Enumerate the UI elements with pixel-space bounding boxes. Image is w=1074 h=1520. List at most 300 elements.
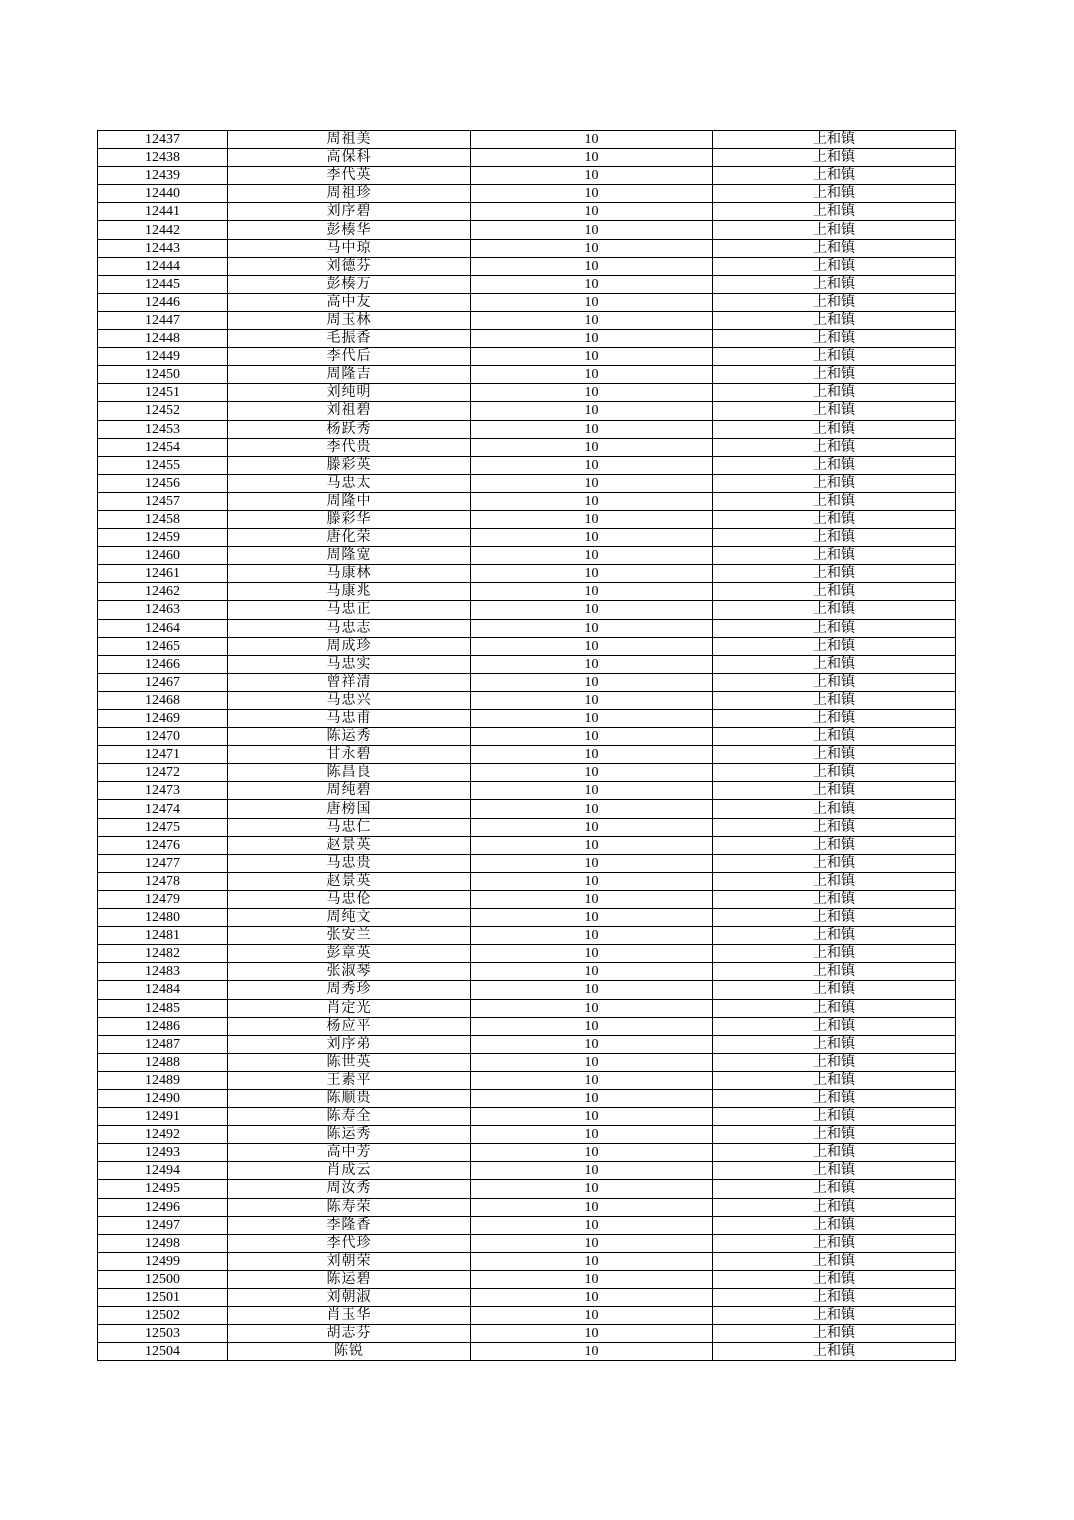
table-row xyxy=(98,1144,956,1162)
cell-name: 周玉林 xyxy=(228,311,471,329)
cell-name: 马康林 xyxy=(228,565,471,583)
cell-number: 12484 xyxy=(98,981,228,999)
cell-amount: 10 xyxy=(471,257,713,275)
cell-town: 上和镇 xyxy=(713,746,956,764)
table-row xyxy=(98,257,956,275)
table-row xyxy=(98,1325,956,1343)
cell-town: 上和镇 xyxy=(713,1108,956,1126)
cell-name: 彭章英 xyxy=(228,945,471,963)
cell-town: 上和镇 xyxy=(713,384,956,402)
cell-number: 12462 xyxy=(98,583,228,601)
cell-number: 12465 xyxy=(98,637,228,655)
cell-name: 陈昌良 xyxy=(228,764,471,782)
cell-town: 上和镇 xyxy=(713,1180,956,1198)
cell-town: 上和镇 xyxy=(713,854,956,872)
cell-amount: 10 xyxy=(471,728,713,746)
cell-number: 12477 xyxy=(98,854,228,872)
cell-amount: 10 xyxy=(471,619,713,637)
cell-number: 12456 xyxy=(98,474,228,492)
cell-town: 上和镇 xyxy=(713,402,956,420)
table-row xyxy=(98,619,956,637)
cell-number: 12479 xyxy=(98,890,228,908)
cell-town: 上和镇 xyxy=(713,691,956,709)
cell-town: 上和镇 xyxy=(713,1198,956,1216)
table-row xyxy=(98,1126,956,1144)
cell-name: 赵景英 xyxy=(228,836,471,854)
table-row xyxy=(98,366,956,384)
cell-name: 周隆宽 xyxy=(228,547,471,565)
cell-name: 赵景英 xyxy=(228,872,471,890)
cell-town: 上和镇 xyxy=(713,492,956,510)
cell-amount: 10 xyxy=(471,203,713,221)
cell-amount: 10 xyxy=(471,1144,713,1162)
cell-town: 上和镇 xyxy=(713,1343,956,1361)
cell-amount: 10 xyxy=(471,1252,713,1270)
cell-amount: 10 xyxy=(471,909,713,927)
table-row xyxy=(98,131,956,149)
cell-amount: 10 xyxy=(471,547,713,565)
cell-number: 12502 xyxy=(98,1307,228,1325)
table-row xyxy=(98,1252,956,1270)
cell-town: 上和镇 xyxy=(713,257,956,275)
cell-number: 12446 xyxy=(98,293,228,311)
data-table xyxy=(97,130,956,1361)
cell-name: 陈锐 xyxy=(228,1343,471,1361)
cell-name: 肖玉华 xyxy=(228,1307,471,1325)
cell-number: 12445 xyxy=(98,275,228,293)
table-row xyxy=(98,492,956,510)
cell-town: 上和镇 xyxy=(713,927,956,945)
cell-amount: 10 xyxy=(471,167,713,185)
cell-town: 上和镇 xyxy=(713,529,956,547)
table-row xyxy=(98,927,956,945)
table-row xyxy=(98,710,956,728)
cell-number: 12504 xyxy=(98,1343,228,1361)
cell-name: 陈寿荣 xyxy=(228,1198,471,1216)
table-row xyxy=(98,420,956,438)
cell-town: 上和镇 xyxy=(713,510,956,528)
cell-name: 周祖美 xyxy=(228,131,471,149)
cell-amount: 10 xyxy=(471,293,713,311)
cell-number: 12499 xyxy=(98,1252,228,1270)
cell-name: 曾祥清 xyxy=(228,673,471,691)
cell-name: 陈世英 xyxy=(228,1053,471,1071)
cell-number: 12450 xyxy=(98,366,228,384)
cell-number: 12483 xyxy=(98,963,228,981)
cell-number: 12439 xyxy=(98,167,228,185)
cell-name: 周隆中 xyxy=(228,492,471,510)
table-row xyxy=(98,909,956,927)
cell-number: 12496 xyxy=(98,1198,228,1216)
cell-name: 彭楱华 xyxy=(228,221,471,239)
cell-name: 马忠兴 xyxy=(228,691,471,709)
cell-name: 刘朝淑 xyxy=(228,1289,471,1307)
cell-number: 12443 xyxy=(98,239,228,257)
cell-town: 上和镇 xyxy=(713,1126,956,1144)
cell-amount: 10 xyxy=(471,1071,713,1089)
table-row xyxy=(98,818,956,836)
cell-number: 12466 xyxy=(98,655,228,673)
cell-number: 12495 xyxy=(98,1180,228,1198)
cell-number: 12475 xyxy=(98,818,228,836)
cell-name: 肖成云 xyxy=(228,1162,471,1180)
table-row xyxy=(98,999,956,1017)
cell-name: 肖定光 xyxy=(228,999,471,1017)
cell-amount: 10 xyxy=(471,836,713,854)
cell-number: 12458 xyxy=(98,510,228,528)
table-row xyxy=(98,728,956,746)
cell-town: 上和镇 xyxy=(713,1307,956,1325)
cell-name: 周纯文 xyxy=(228,909,471,927)
cell-name: 李代后 xyxy=(228,348,471,366)
cell-town: 上和镇 xyxy=(713,456,956,474)
cell-amount: 10 xyxy=(471,149,713,167)
cell-amount: 10 xyxy=(471,583,713,601)
table-row xyxy=(98,203,956,221)
cell-town: 上和镇 xyxy=(713,836,956,854)
table-row xyxy=(98,1289,956,1307)
cell-name: 毛振香 xyxy=(228,330,471,348)
cell-number: 12451 xyxy=(98,384,228,402)
cell-number: 12476 xyxy=(98,836,228,854)
table-row xyxy=(98,1343,956,1361)
cell-town: 上和镇 xyxy=(713,293,956,311)
cell-name: 李代英 xyxy=(228,167,471,185)
cell-town: 上和镇 xyxy=(713,1216,956,1234)
table-row xyxy=(98,384,956,402)
cell-name: 滕彩英 xyxy=(228,456,471,474)
cell-name: 周纯碧 xyxy=(228,782,471,800)
cell-town: 上和镇 xyxy=(713,1071,956,1089)
cell-amount: 10 xyxy=(471,366,713,384)
table-row xyxy=(98,746,956,764)
table-row xyxy=(98,1108,956,1126)
cell-name: 李代贵 xyxy=(228,438,471,456)
cell-number: 12488 xyxy=(98,1053,228,1071)
cell-number: 12448 xyxy=(98,330,228,348)
cell-name: 胡志芬 xyxy=(228,1325,471,1343)
cell-number: 12480 xyxy=(98,909,228,927)
cell-amount: 10 xyxy=(471,746,713,764)
cell-town: 上和镇 xyxy=(713,438,956,456)
table-row xyxy=(98,293,956,311)
cell-amount: 10 xyxy=(471,655,713,673)
cell-amount: 10 xyxy=(471,1216,713,1234)
cell-town: 上和镇 xyxy=(713,655,956,673)
cell-name: 陈运秀 xyxy=(228,1126,471,1144)
cell-amount: 10 xyxy=(471,1307,713,1325)
cell-town: 上和镇 xyxy=(713,366,956,384)
cell-number: 12491 xyxy=(98,1108,228,1126)
cell-town: 上和镇 xyxy=(713,764,956,782)
table-row xyxy=(98,348,956,366)
table-row xyxy=(98,529,956,547)
cell-amount: 10 xyxy=(471,1035,713,1053)
cell-amount: 10 xyxy=(471,1180,713,1198)
cell-name: 马忠太 xyxy=(228,474,471,492)
cell-number: 12437 xyxy=(98,131,228,149)
table-row xyxy=(98,601,956,619)
cell-amount: 10 xyxy=(471,710,713,728)
cell-town: 上和镇 xyxy=(713,1144,956,1162)
table-row xyxy=(98,945,956,963)
cell-number: 12492 xyxy=(98,1126,228,1144)
cell-town: 上和镇 xyxy=(713,474,956,492)
cell-amount: 10 xyxy=(471,872,713,890)
cell-town: 上和镇 xyxy=(713,999,956,1017)
cell-number: 12461 xyxy=(98,565,228,583)
cell-name: 马忠贵 xyxy=(228,854,471,872)
cell-town: 上和镇 xyxy=(713,1035,956,1053)
cell-number: 12468 xyxy=(98,691,228,709)
table-row xyxy=(98,764,956,782)
cell-amount: 10 xyxy=(471,185,713,203)
cell-name: 高中友 xyxy=(228,293,471,311)
table-row xyxy=(98,637,956,655)
cell-name: 周汝秀 xyxy=(228,1180,471,1198)
cell-town: 上和镇 xyxy=(713,275,956,293)
cell-name: 张安兰 xyxy=(228,927,471,945)
cell-amount: 10 xyxy=(471,492,713,510)
cell-number: 12498 xyxy=(98,1234,228,1252)
cell-number: 12447 xyxy=(98,311,228,329)
cell-number: 12493 xyxy=(98,1144,228,1162)
cell-name: 陈运碧 xyxy=(228,1270,471,1288)
cell-name: 王素平 xyxy=(228,1071,471,1089)
cell-town: 上和镇 xyxy=(713,1017,956,1035)
cell-number: 12503 xyxy=(98,1325,228,1343)
table-row xyxy=(98,836,956,854)
cell-number: 12497 xyxy=(98,1216,228,1234)
cell-amount: 10 xyxy=(471,999,713,1017)
cell-number: 12453 xyxy=(98,420,228,438)
cell-town: 上和镇 xyxy=(713,221,956,239)
cell-name: 杨应平 xyxy=(228,1017,471,1035)
cell-amount: 10 xyxy=(471,311,713,329)
cell-town: 上和镇 xyxy=(713,348,956,366)
table-row xyxy=(98,800,956,818)
table-row xyxy=(98,854,956,872)
cell-amount: 10 xyxy=(471,782,713,800)
table-row xyxy=(98,456,956,474)
cell-town: 上和镇 xyxy=(713,565,956,583)
cell-amount: 10 xyxy=(471,348,713,366)
cell-number: 12464 xyxy=(98,619,228,637)
cell-amount: 10 xyxy=(471,1162,713,1180)
cell-town: 上和镇 xyxy=(713,583,956,601)
cell-town: 上和镇 xyxy=(713,1053,956,1071)
cell-number: 12463 xyxy=(98,601,228,619)
cell-amount: 10 xyxy=(471,818,713,836)
cell-amount: 10 xyxy=(471,1270,713,1288)
cell-number: 12455 xyxy=(98,456,228,474)
cell-name: 马忠伦 xyxy=(228,890,471,908)
cell-name: 刘序碧 xyxy=(228,203,471,221)
cell-amount: 10 xyxy=(471,1325,713,1343)
cell-amount: 10 xyxy=(471,402,713,420)
cell-number: 12460 xyxy=(98,547,228,565)
cell-town: 上和镇 xyxy=(713,131,956,149)
cell-town: 上和镇 xyxy=(713,637,956,655)
table-row xyxy=(98,565,956,583)
cell-number: 12486 xyxy=(98,1017,228,1035)
cell-name: 彭楱万 xyxy=(228,275,471,293)
cell-town: 上和镇 xyxy=(713,782,956,800)
cell-town: 上和镇 xyxy=(713,1234,956,1252)
cell-name: 周秀珍 xyxy=(228,981,471,999)
cell-amount: 10 xyxy=(471,474,713,492)
cell-number: 12478 xyxy=(98,872,228,890)
cell-amount: 10 xyxy=(471,963,713,981)
cell-number: 12494 xyxy=(98,1162,228,1180)
cell-town: 上和镇 xyxy=(713,149,956,167)
cell-name: 陈寿全 xyxy=(228,1108,471,1126)
cell-amount: 10 xyxy=(471,438,713,456)
cell-name: 李隆香 xyxy=(228,1216,471,1234)
cell-town: 上和镇 xyxy=(713,728,956,746)
cell-amount: 10 xyxy=(471,221,713,239)
cell-number: 12485 xyxy=(98,999,228,1017)
cell-town: 上和镇 xyxy=(713,601,956,619)
table-row xyxy=(98,1089,956,1107)
cell-number: 12473 xyxy=(98,782,228,800)
cell-town: 上和镇 xyxy=(713,981,956,999)
cell-number: 12444 xyxy=(98,257,228,275)
cell-number: 12442 xyxy=(98,221,228,239)
cell-amount: 10 xyxy=(471,1289,713,1307)
table-row xyxy=(98,330,956,348)
cell-amount: 10 xyxy=(471,420,713,438)
table-row xyxy=(98,890,956,908)
cell-town: 上和镇 xyxy=(713,800,956,818)
cell-name: 刘纯明 xyxy=(228,384,471,402)
cell-number: 12467 xyxy=(98,673,228,691)
cell-number: 12474 xyxy=(98,800,228,818)
cell-amount: 10 xyxy=(471,1343,713,1361)
table-row xyxy=(98,1234,956,1252)
table-row xyxy=(98,167,956,185)
table-row xyxy=(98,185,956,203)
cell-amount: 10 xyxy=(471,529,713,547)
cell-town: 上和镇 xyxy=(713,203,956,221)
cell-name: 滕彩华 xyxy=(228,510,471,528)
cell-amount: 10 xyxy=(471,131,713,149)
cell-amount: 10 xyxy=(471,330,713,348)
cell-name: 张淑琴 xyxy=(228,963,471,981)
cell-number: 12481 xyxy=(98,927,228,945)
cell-name: 马中琼 xyxy=(228,239,471,257)
cell-amount: 10 xyxy=(471,854,713,872)
cell-number: 12449 xyxy=(98,348,228,366)
cell-amount: 10 xyxy=(471,1089,713,1107)
cell-number: 12457 xyxy=(98,492,228,510)
table-row xyxy=(98,981,956,999)
cell-number: 12454 xyxy=(98,438,228,456)
cell-name: 刘朝荣 xyxy=(228,1252,471,1270)
table-row xyxy=(98,1162,956,1180)
cell-name: 周成珍 xyxy=(228,637,471,655)
cell-amount: 10 xyxy=(471,510,713,528)
cell-amount: 10 xyxy=(471,981,713,999)
cell-name: 刘序弟 xyxy=(228,1035,471,1053)
table-row xyxy=(98,1216,956,1234)
cell-amount: 10 xyxy=(471,1234,713,1252)
cell-town: 上和镇 xyxy=(713,909,956,927)
cell-number: 12501 xyxy=(98,1289,228,1307)
cell-amount: 10 xyxy=(471,239,713,257)
table-row xyxy=(98,275,956,293)
table-row xyxy=(98,1198,956,1216)
cell-name: 陈顺贵 xyxy=(228,1089,471,1107)
table-row xyxy=(98,474,956,492)
cell-town: 上和镇 xyxy=(713,1325,956,1343)
cell-town: 上和镇 xyxy=(713,185,956,203)
table-row xyxy=(98,438,956,456)
cell-town: 上和镇 xyxy=(713,818,956,836)
cell-number: 12438 xyxy=(98,149,228,167)
table-row xyxy=(98,691,956,709)
table-row xyxy=(98,239,956,257)
cell-town: 上和镇 xyxy=(713,963,956,981)
cell-amount: 10 xyxy=(471,1108,713,1126)
cell-amount: 10 xyxy=(471,637,713,655)
cell-town: 上和镇 xyxy=(713,1289,956,1307)
cell-town: 上和镇 xyxy=(713,945,956,963)
cell-town: 上和镇 xyxy=(713,547,956,565)
cell-number: 12459 xyxy=(98,529,228,547)
cell-name: 杨跃秀 xyxy=(228,420,471,438)
cell-number: 12489 xyxy=(98,1071,228,1089)
table-row xyxy=(98,1180,956,1198)
cell-name: 马忠实 xyxy=(228,655,471,673)
cell-number: 12490 xyxy=(98,1089,228,1107)
table-row xyxy=(98,1053,956,1071)
table-row xyxy=(98,782,956,800)
cell-town: 上和镇 xyxy=(713,1162,956,1180)
cell-name: 李代珍 xyxy=(228,1234,471,1252)
cell-amount: 10 xyxy=(471,927,713,945)
cell-amount: 10 xyxy=(471,673,713,691)
cell-town: 上和镇 xyxy=(713,311,956,329)
cell-name: 周祖珍 xyxy=(228,185,471,203)
cell-name: 陈运秀 xyxy=(228,728,471,746)
cell-amount: 10 xyxy=(471,1053,713,1071)
cell-name: 唐化荣 xyxy=(228,529,471,547)
cell-number: 12471 xyxy=(98,746,228,764)
cell-number: 12452 xyxy=(98,402,228,420)
cell-amount: 10 xyxy=(471,800,713,818)
cell-name: 甘永碧 xyxy=(228,746,471,764)
table-body xyxy=(98,131,956,1361)
cell-number: 12482 xyxy=(98,945,228,963)
cell-number: 12472 xyxy=(98,764,228,782)
cell-name: 马忠志 xyxy=(228,619,471,637)
table-row xyxy=(98,1071,956,1089)
cell-town: 上和镇 xyxy=(713,239,956,257)
table-row xyxy=(98,311,956,329)
table-row xyxy=(98,583,956,601)
cell-town: 上和镇 xyxy=(713,1089,956,1107)
cell-name: 马忠正 xyxy=(228,601,471,619)
cell-number: 12440 xyxy=(98,185,228,203)
cell-name: 刘德芬 xyxy=(228,257,471,275)
cell-number: 12500 xyxy=(98,1270,228,1288)
cell-name: 刘祖碧 xyxy=(228,402,471,420)
cell-town: 上和镇 xyxy=(713,710,956,728)
cell-number: 12441 xyxy=(98,203,228,221)
cell-amount: 10 xyxy=(471,764,713,782)
cell-name: 马忠仁 xyxy=(228,818,471,836)
